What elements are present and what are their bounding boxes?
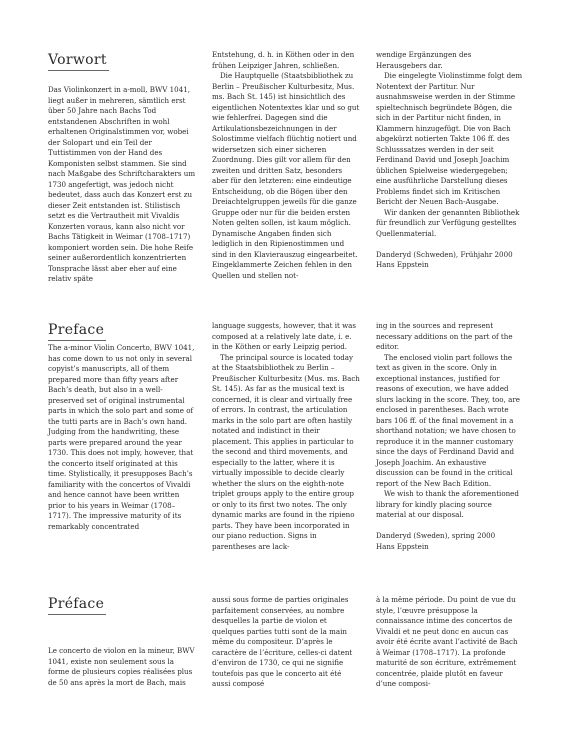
place-date: Danderyd (Schweden), Frühjahr 2000 [376, 249, 513, 259]
preface-fr-column-2 [212, 595, 360, 690]
heading-preface-fr: Préface [48, 596, 105, 612]
preface-column-1 [48, 343, 196, 532]
author: Hans Eppstein [376, 260, 429, 269]
vorwort-column-2 [212, 50, 360, 281]
paragraph: Das Violinkonzert in a-moll, BWV 1041, liegt außer in mehreren, sämtlich erst über 50 Jahre nach Bachs Tod entstandenen Abschriften in wohl erhaltenen Originalstimmen vor, wobei der Solopart und ein Teil der Tuttistimmen von der Hand des Komponisten selbst stammen. Sie sind nach Maßgabe des Schriftcharakters um 1730 angefertigt, was jedoch nicht bedeutet, dass auch das Konzert erst zu dieser Zeit entstanden ist. Stilistisch setzt es die Vertrautheit mit Vivaldis Konzerten voraus, kann also nicht vor Bachs Tätigkeit in Weimar (1708–1717) komponiert worden sein. Die hohe Reife seiner außerordentlich konzentrierten Tonsprache lässt aber eher auf eine relativ späte [48, 85, 196, 283]
section-preface-fr [0, 596, 568, 746]
vorwort-column-1 [48, 85, 196, 285]
preface-column-3 [376, 321, 524, 552]
vorwort-column-3 [376, 50, 524, 271]
paragraph: We wish to thank the aforementioned library for kindly placing source material at our disposal. [376, 489, 519, 519]
paragraph: ing in the sources and represent necessary additions on the part of the editor. [376, 321, 513, 351]
section-vorwort [0, 52, 568, 282]
author: Hans Eppstein [376, 541, 429, 551]
paragraph: Entstehung, d. h. in Köthen oder in den frühen Leipziger Jahren, schließen. [212, 50, 355, 70]
heading-preface: Preface [48, 322, 105, 338]
paragraph: aussi sous forme de parties originales parfaitement conservées, au nombre desquelles la partie de violon et quelques parties tutti sont de la main même du compositeur. D’après le caractère de l’écriture, celles-ci datent d’environ de 1730, ce qui ne signifie toutefois pas que le concerto ait été aussi composé [212, 595, 353, 688]
paragraph: language suggests, however, that it was composed at a relatively late date, i. e. in the Köthen or early Leipzig period. [212, 321, 357, 351]
paragraph: The a-minor Violin Concerto, BWV 1041, has come down to us not only in several copyist’s manuscripts, all of them prepared more than fifty years after Bach’s death, but also in a well-preserved set of original instrumental parts in which the solo part and some of the tutti parts are in Bach’s own hand. Judging from the handwriting, these parts were prepared around the year 1730. This does not imply, however, that the concerto itself originated at this time. Stylistically, it presupposes Bach’s familiarity with the concertos of Vivaldi and hence cannot have been written prior to his years in Weimar (1708–1717). The impressive maturity of its remarkably concentrated [48, 343, 195, 531]
heading-vorwort: Vorwort [48, 52, 107, 68]
paragraph: Le concerto de violon en la mineur, BWV 1041, existe non seulement sous la forme de plusieurs copies réalisées plus de 50 ans après la mort de Bach, mais [48, 646, 195, 687]
paragraph: The principal source is located today at the Staatsbibliothek zu Berlin – Preußischer Kulturbesitz (Mus. ms. Bach St. 145). As far as the musical text is concerned, it is clear and virtually free of errors. In contrast, the articulation marks in the solo part are often hastily notated and indistinct in their placement. This applies in particular to the second and third movements, and especially to the latter, where it is virtually impossible to decide clearly whether the slurs on the eighth-note triplet groups apply to the entire group or only to its first two notes. The only dynamic marks are found in the ripieno parts. They have been incorporated in our piano reduction. Signs in parentheses are lack- [212, 352, 360, 551]
preface-column-2 [212, 321, 360, 552]
paragraph: Die Hauptquelle (Staatsbibliothek zu Berlin – Preußischer Kulturbesitz, Mus. ms. Bach St. 145) ist hinsichtlich des eigentlichen Notentextes klar und so gut wie fehlerfrei. Dagegen sind die Artikulationsbezeichnungen in der Solostimme vielfach flüchtig notiert und widersetzen sich einer sicheren Zuordnung. Dies gilt vor allem für den zweiten und dritten Satz, besonders aber für den letzteren: eine eindeutige Entscheidung, ob die Bögen über den Dreiachtelgruppen jeweils für die ganze Gruppe oder nur für die beiden ersten Noten gelten sollen, ist kaum möglich. Dynamische Angaben finden sich lediglich in den Ripienostimmen und sind in den Klavierauszug eingearbeitet. Eingeklammerte Zeichen fehlen in den Quellen und stellen not- [212, 71, 360, 280]
place-date: Danderyd (Sweden), spring 2000 [376, 531, 496, 540]
paragraph: The enclosed violin part follows the text as given in the score. Only in exceptional instances, justified for reasons of execution, we have added slurs lacking in the score. They, too, are enclosed in parentheses. Bach wrote bars 106 ff. of the final movement in a shorthand notation; we have chosen to reproduce it in the manner customary since the days of Ferdinand David and Joseph Joachim. An exhaustive discussion can be found in the critical report of the New Bach Edition. [376, 352, 520, 488]
preface-fr-column-3 [376, 595, 524, 690]
preface-fr-column-1 [48, 646, 196, 688]
section-preface [0, 322, 568, 577]
paragraph: Die eingelegte Violinstimme folgt dem Notentext der Partitur. Nur ausnahmsweise werden in der Stimme spieltechnisch begründete Bögen, die sich in der Partitur nicht finden, in Klammern hinzugefügt. Die von Bach abgekürzt notierten Takte 106 ff. des Schlusssatzes werden in der seit Ferdinand David und Joseph Joachim üblichen Spielweise wiedergegeben; eine ausführliche Darstellung dieses Problems findet sich im Kritischen Bericht der Neuen Bach-Ausgabe. [376, 71, 523, 206]
paragraph: wendige Ergänzungen des Herausgebers dar. [376, 50, 472, 70]
paragraph: à la même période. Du point de vue du style, l’œuvre présuppose la connaissance intime des concertos de Vivaldi et ne peut donc en aucun cas avoir été écrite avant l’activité de Bach à Weimar (1708–1717). La profonde maturité de son écriture, extrêmement concentrée, plaide plutôt en faveur d’une composi- [376, 595, 518, 688]
paragraph: Wir danken der genannten Bibliothek für freundlich zur Verfügung gestelltes Quellenmaterial. [376, 207, 520, 238]
